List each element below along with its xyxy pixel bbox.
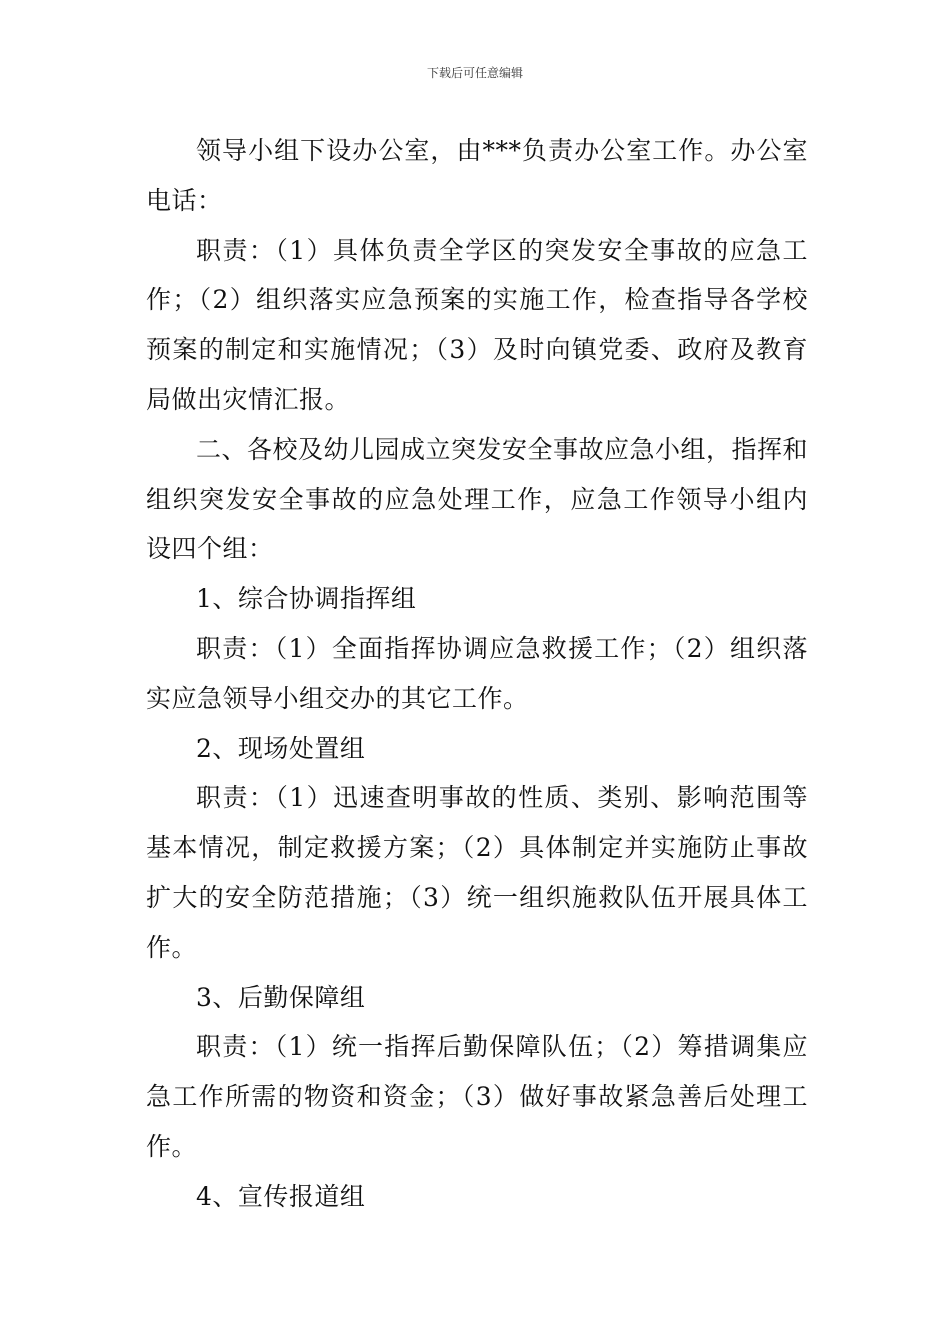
heading-publicity-group: 4、宣传报道组	[196, 1181, 366, 1211]
paragraph-duties-leadership: 职责：（1）具体负责全学区的突发安全事故的应急工作；（2）组织落实应急预案的实施工作，检查指导各学校预案的制定和实施情况；（3）及时向镇党委、政府及教育局做出灾情汇报。	[146, 235, 808, 414]
paragraph-duties-logistics: 职责：（1）统一指挥后勤保障队伍；（2）筹措调集应急工作所需的物资和资金；（3）做好事故紧急善后处理工作。	[146, 1032, 808, 1161]
paragraph-office: 领导小组下设办公室，由***负责办公室工作。办公室电话：	[146, 136, 808, 215]
page-header: 下载后可任意编辑	[426, 66, 523, 80]
paragraph-section-two: 二、各校及幼儿园成立突发安全事故应急小组，指挥和组织突发安全事故的应急处理工作，应急工作领导小组内设四个组：	[146, 434, 809, 564]
heading-onsite-group: 2、现场处置组	[196, 733, 366, 763]
heading-logistics-group: 3、后勤保障组	[196, 982, 366, 1012]
heading-coordination-group: 1、综合协调指挥组	[196, 584, 417, 614]
paragraph-duties-onsite: 职责：（1）迅速查明事故的性质、类别、影响范围等基本情况，制定救援方案；（2）具体制定并实施防止事故扩大的安全防范措施；（3）统一组织施救队伍开展具体工作。	[146, 783, 808, 962]
document-body	[146, 126, 808, 1222]
paragraph-duties-coordination: 职责：（1）全面指挥协调应急救援工作；（2）组织落实应急领导小组交办的其它工作。	[146, 633, 808, 713]
